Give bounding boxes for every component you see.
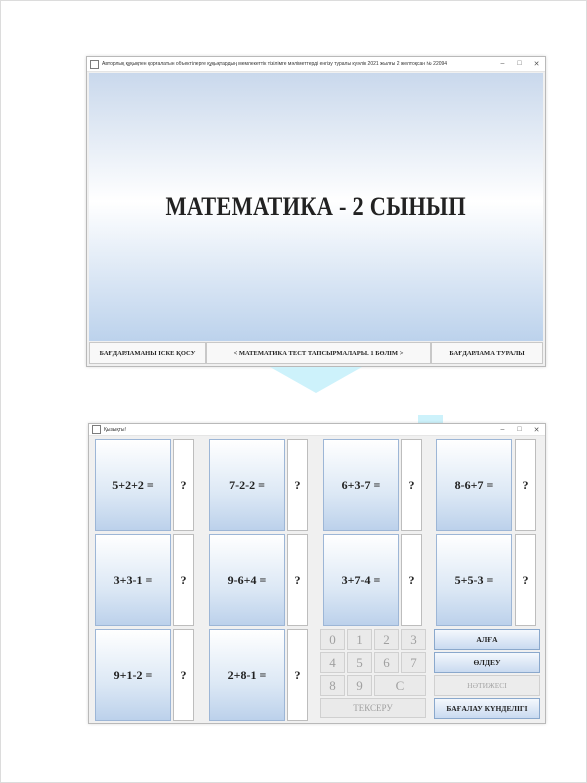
- keypad-key-1[interactable]: 1: [347, 629, 372, 650]
- answer-box[interactable]: ?: [173, 439, 194, 531]
- keypad-key-0[interactable]: 0: [320, 629, 345, 650]
- banner-title: МАТЕМАТИКА - 2 СЫНЫП: [165, 192, 467, 221]
- answer-box[interactable]: ?: [287, 534, 308, 626]
- keypad-key-5[interactable]: 5: [347, 652, 372, 673]
- answer-box[interactable]: ?: [401, 439, 422, 531]
- close-icon[interactable]: ✕: [533, 61, 540, 68]
- maximize-icon[interactable]: □: [517, 425, 522, 433]
- answer-box[interactable]: ?: [173, 629, 194, 721]
- keypad-key-6[interactable]: 6: [374, 652, 399, 673]
- problem-card[interactable]: 5+2+2 =: [95, 439, 171, 531]
- keypad-key-4[interactable]: 4: [320, 652, 345, 673]
- answer-box[interactable]: ?: [287, 439, 308, 531]
- minimize-icon[interactable]: –: [500, 425, 505, 433]
- app-icon: [92, 425, 101, 434]
- next-button[interactable]: АЛҒА: [434, 629, 540, 650]
- check-button[interactable]: ТЕКСЕРУ: [320, 698, 426, 718]
- problem-card[interactable]: 9+1-2 =: [95, 629, 171, 721]
- problem-card[interactable]: 5+5-3 =: [436, 534, 512, 626]
- about-program-button[interactable]: БАҒДАРЛАМА ТУРАЛЫ: [431, 342, 543, 364]
- result-button[interactable]: НӘТИЖЕСІ: [434, 675, 540, 696]
- main-window-titlebar[interactable]: [87, 57, 545, 72]
- answer-box[interactable]: ?: [287, 629, 308, 721]
- problem-card[interactable]: 2+8-1 =: [209, 629, 285, 721]
- keypad-key-2[interactable]: 2: [374, 629, 399, 650]
- problem-card[interactable]: 7-2-2 =: [209, 439, 285, 531]
- keypad-key-8[interactable]: 8: [320, 675, 345, 696]
- answer-box[interactable]: ?: [173, 534, 194, 626]
- minimize-icon[interactable]: –: [500, 60, 505, 67]
- start-program-button[interactable]: БАҒДАРЛАМАНЫ ІСКЕ ҚОСУ: [89, 342, 206, 364]
- answer-box[interactable]: ?: [401, 534, 422, 626]
- maximize-icon[interactable]: □: [517, 60, 522, 67]
- problem-card[interactable]: 3+7-4 =: [323, 534, 399, 626]
- answer-box[interactable]: ?: [515, 439, 536, 531]
- problem-card[interactable]: 9-6+4 =: [209, 534, 285, 626]
- down-arrow-shape: [270, 367, 362, 393]
- bottom-button-bar: [89, 342, 543, 364]
- assessment-diary-button[interactable]: БАҒАЛАУ КҮНДЕЛІГІ: [434, 698, 540, 719]
- keypad-key-9[interactable]: 9: [347, 675, 372, 696]
- keypad-key-3[interactable]: 3: [401, 629, 426, 650]
- answer-box[interactable]: ?: [515, 534, 536, 626]
- game-window: [88, 423, 546, 724]
- close-icon[interactable]: ✕: [533, 426, 540, 434]
- clear-button[interactable]: ӨЛДЕУ: [434, 652, 540, 673]
- main-window-title: Авторлық құқықпен қорғалатын объектілерге құқықтардың мемлекеттік тізілімге мәліметтерді енгізу туралы куәлік 2021 жылғы 2 желтоқсан № 22094: [102, 61, 448, 67]
- app-icon: [90, 60, 99, 69]
- keypad-key-7[interactable]: 7: [401, 652, 426, 673]
- problem-card[interactable]: 8-6+7 =: [436, 439, 512, 531]
- problem-card[interactable]: 3+3-1 =: [95, 534, 171, 626]
- problem-card[interactable]: 6+3-7 =: [323, 439, 399, 531]
- section-selector-button[interactable]: < МАТЕМАТИКА ТЕСТ ТАПСЫРМАЛАРЫ. 1 БӨЛІМ >: [206, 342, 431, 364]
- title-banner: [89, 73, 543, 341]
- main-window: [86, 56, 546, 367]
- keypad-clear-key[interactable]: C: [374, 675, 426, 696]
- game-window-titlebar[interactable]: [89, 424, 545, 436]
- game-window-title: Қызықты!: [104, 426, 126, 433]
